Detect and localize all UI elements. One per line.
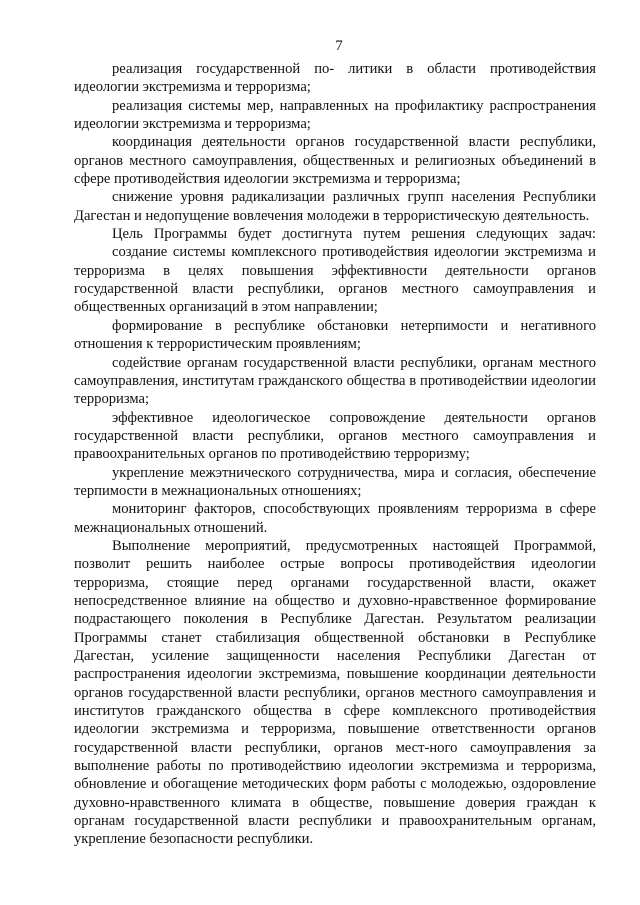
paragraph-goal-2: реализация системы мер, направленных на профилактику распространения идеологии экстремизма и терроризма; xyxy=(74,97,596,133)
paragraph-tasks-intro: Цель Программы будет достигнута путем решения следующих задач: xyxy=(112,226,596,243)
paragraph-task-6: мониторинг факторов, способствующих проявлениям терроризма в сфере межнациональных отношений. xyxy=(74,501,596,536)
paragraph-goal-3: координация деятельности органов государственной власти республики, органов местного самоуправления, общественных и религиозных объединений в сфере противодействия идеологии экстремизма и терроризма; xyxy=(74,134,596,188)
page-number: 7 xyxy=(335,38,343,54)
paragraph-goal-4: снижение уровня радикализации различных групп населения Республики Дагестан и недопущение вовлечения молодежи в террористическую деятельность. xyxy=(74,189,596,224)
paragraph-task-3: содействие органам государственной власти республики, органам местного самоуправления, институтам гражданского общества в противодействии идеологии терроризма; xyxy=(74,354,596,408)
paragraph-results: Выполнение мероприятий, предусмотренных настоящей Программой, позволит решить наиболее острые вопросы противодействия идеологии терроризма, стоящие перед органами государственной власти, окажет непосредственное влияние на общество и духовно-нравственное формирование подрастающего поколения в Республике Дагестан. Результатом реализации Программы станет стабилизация общественной обстановки в Республике Дагестан, усиление защищенности населения Республики Дагестан от распространения идеологии экстремизма, повышение координации деятельности органов государственной власти республики, органов местного самоуправления и институтов гражданского общества в сфере комплексного противодействия идеологии экстремизма и терроризма, повышение ответственности органов государственной власти республики, органов мест-ного самоуправления за выполнение работы по противодействию идеологии экстремизма и терроризма, обновление и обогащение методических форм работы с молодежью, оздоровление духовно-нравственного климата в обществе, повышение доверия граждан к органам государственной власти республики и правоохранительным органам, укрепление безопасности республики. xyxy=(74,537,596,848)
paragraph-task-1: создание системы комплексного противодействия идеологии экстремизма и терроризма в целях повышения эффективности деятельности органов государственной власти республики, органов местного самоуправления и общественных организаций в этом направлении; xyxy=(74,244,596,316)
document-body xyxy=(74,60,596,849)
paragraph-task-2: формирование в республике обстановки нетерпимости и негативного отношения к террористическим проявлениям; xyxy=(74,317,596,353)
paragraph-goal-1: реализация государственной по- литики в области противодействия идеологии экстремизма и терроризма; xyxy=(74,61,596,96)
paragraph-task-4: эффективное идеологическое сопровождение деятельности органов государственной власти республики, органов местного самоуправления и правоохранительных органов по противодействию терроризму; xyxy=(74,409,596,463)
paragraph-task-5: укрепление межэтнического сотрудничества, мира и согласия, обеспечение терпимости в межнациональных отношениях; xyxy=(74,464,596,499)
